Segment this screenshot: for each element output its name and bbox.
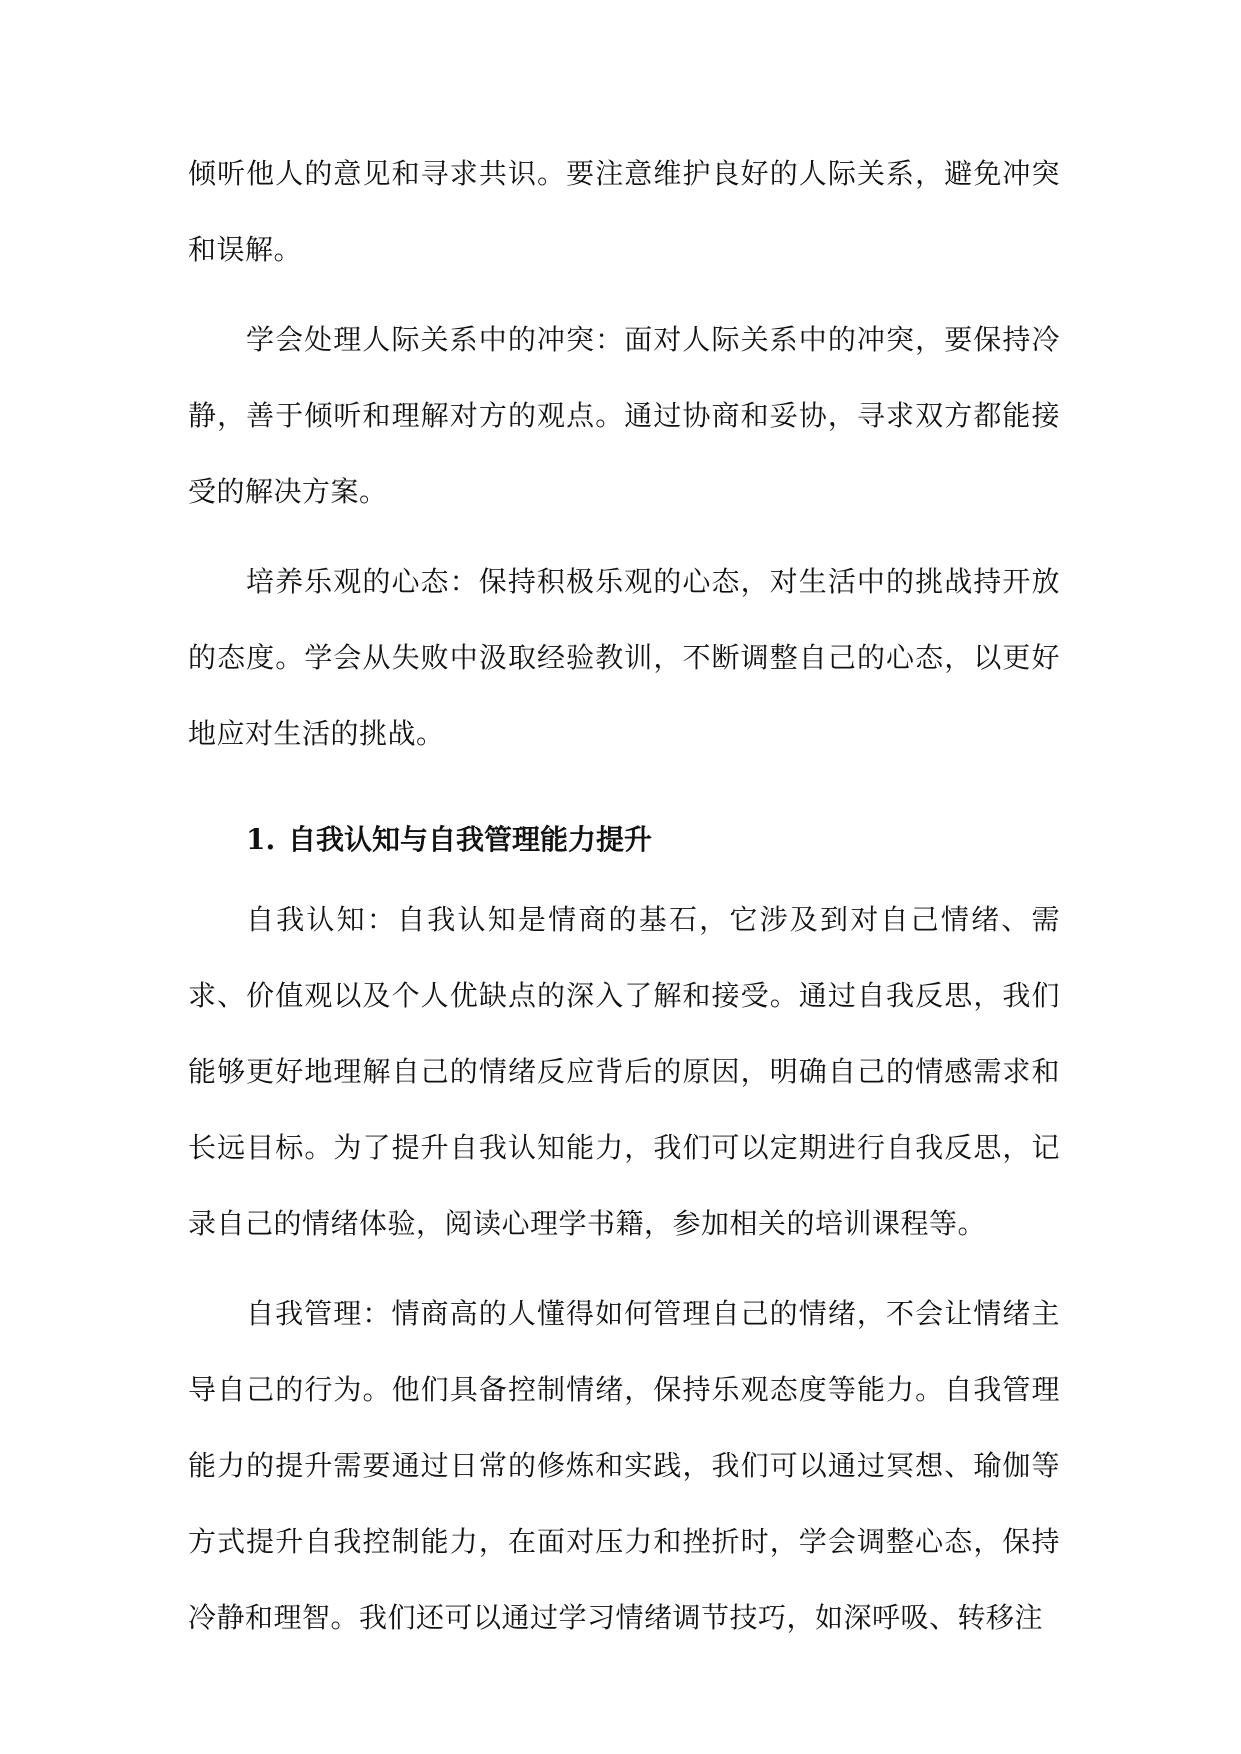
paragraph-conflict-handling: 学会处理人际关系中的冲突：面对人际关系中的冲突，要保持冷静，善于倾听和理解对方的观点。通过协商和妥协，寻求双方都能接受的解决方案。 [188,323,1060,508]
paragraph-self-awareness: 自我认知：自我认知是情商的基石，它涉及到对自己情绪、需求、价值观以及个人优缺点的深入了解和接受。通过自我反思，我们能够更好地理解自己的情绪反应背后的原因，明确自己的情感需求和长远目标。为了提升自我认知能力，我们可以定期进行自我反思，记录自己的情绪体验，阅读心理学书籍，参加相关的培训课程等。 [188,903,1060,1240]
paragraph-optimism: 培养乐观的心态：保持积极乐观的心态，对生活中的挑战持开放的态度。学会从失败中汲取经验教训，不断调整自己的心态，以更好地应对生活的挑战。 [188,565,1060,750]
paragraph-self-management: 自我管理：情商高的人懂得如何管理自己的情绪，不会让情绪主导自己的行为。他们具备控制情绪，保持乐观态度等能力。自我管理能力的提升需要通过日常的修炼和实践，我们可以通过冥想、瑜伽等方式提升自我控制能力，在面对压力和挫折时，学会调整心态，保持冷静和理智。我们还可以通过学习情绪调节技巧，如深呼吸、转移注 [188,1297,1060,1634]
section-title: 自我认知与自我管理能力提升 [288,823,653,856]
paragraph-continuation: 倾听他人的意见和寻求共识。要注意维护良好的人际关系，避免冲突和误解。 [188,157,1060,266]
section-heading [188,802,1060,878]
section-number: 1. [246,823,276,856]
document-page [188,136,1060,1670]
